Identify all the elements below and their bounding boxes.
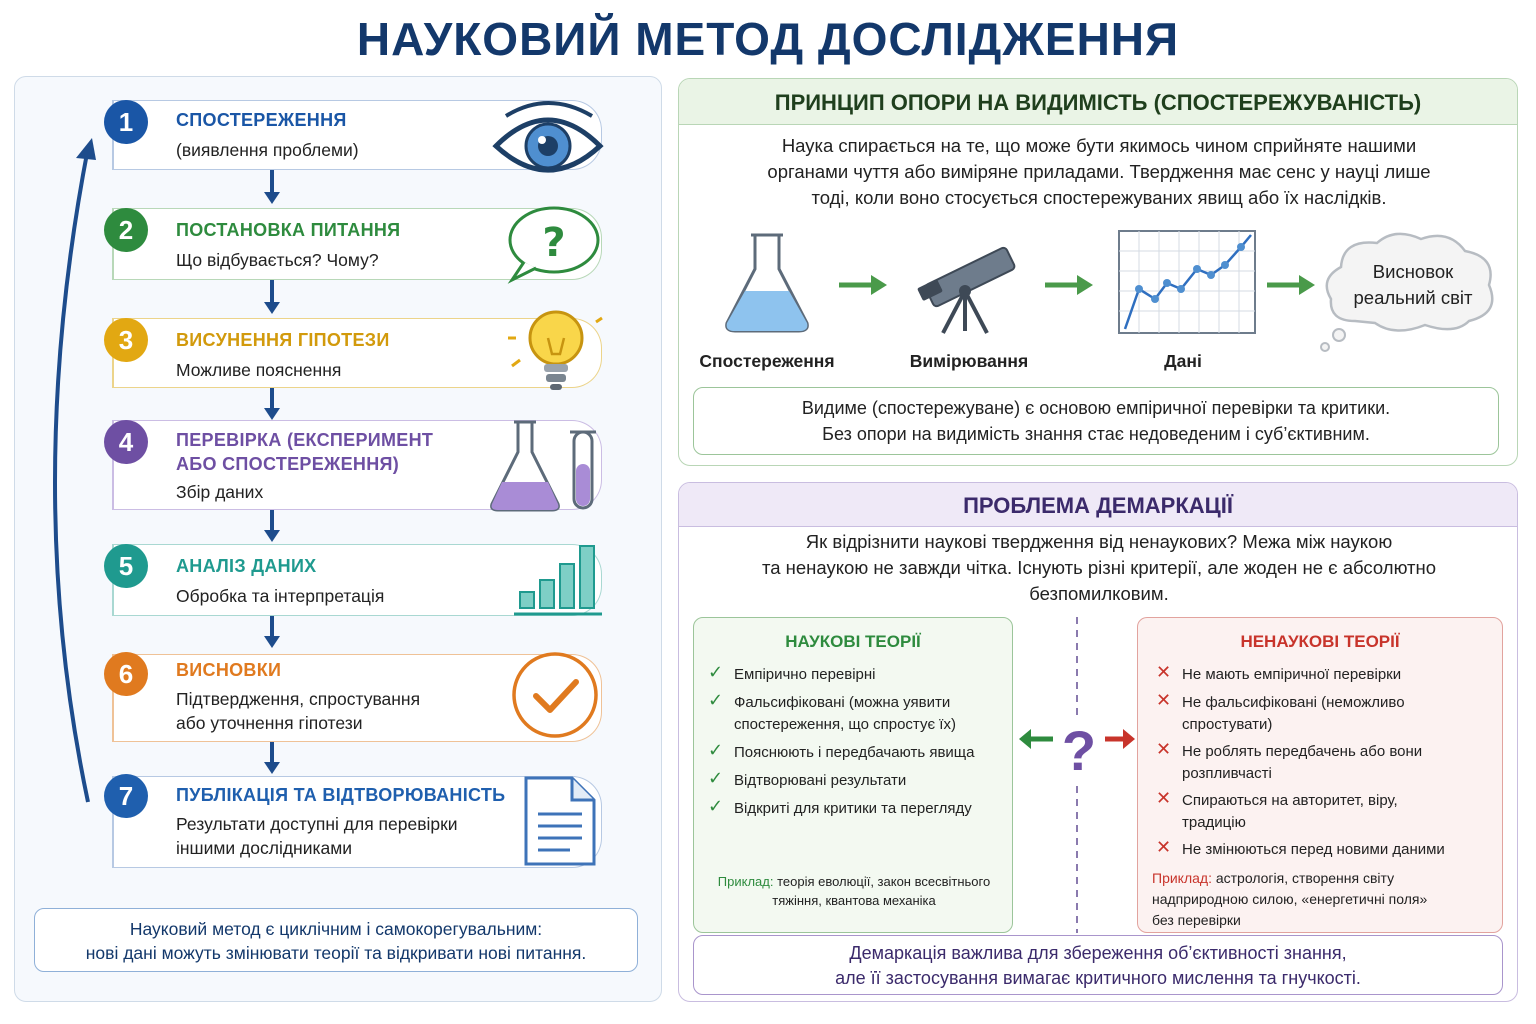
- data-graph-icon: [1115, 229, 1259, 337]
- eye-icon: [492, 98, 604, 180]
- down-arrow-icon: [262, 510, 282, 544]
- step-7-number: 7: [104, 774, 148, 818]
- cycle-arrow-icon: [40, 130, 110, 820]
- scientific-example-label: Приклад:: [717, 874, 774, 889]
- step-1-subtitle: (виявлення проблеми): [176, 140, 359, 160]
- nonscientific-item-3-line2: розпливчасті: [1182, 765, 1272, 782]
- question-bubble-icon: [504, 204, 604, 284]
- cross-icon: ✕: [1156, 690, 1172, 710]
- nonscientific-example: [1152, 868, 1492, 931]
- scientific-item-5: Відкриті для критики та перегляду: [734, 800, 972, 817]
- step-7-subtitle: Результати доступні для перевірки: [176, 814, 458, 834]
- down-arrow-icon: [262, 742, 282, 776]
- cross-icon: ✕: [1156, 788, 1172, 808]
- cloud-line1: Висновок: [1372, 261, 1454, 282]
- scientific-item-4: Відтворювані результати: [734, 772, 907, 789]
- step-5-number: 5: [104, 544, 148, 588]
- step-4-number: 4: [104, 420, 148, 464]
- cross-icon: ✕: [1156, 739, 1172, 759]
- visibility-note-line2: Без опори на видимість знання стає недоведеним і суб’єктивним.: [822, 424, 1370, 444]
- step-3-subtitle: Можливе пояснення: [176, 360, 342, 380]
- step-6-number: 6: [104, 652, 148, 696]
- demarcation-text-line2: та ненаукою не завжди чітка. Існують різні критерії, але жоден не є абсолютно: [761, 557, 1437, 578]
- scientific-item-1: Емпірично перевірні: [734, 666, 876, 683]
- cloud-line2: реальний світ: [1353, 287, 1473, 308]
- question-mark-icon: ?: [1053, 719, 1105, 783]
- scientific-theories-title: НАУКОВІ ТЕОРІЇ: [785, 632, 921, 651]
- cycle-note-line2: нові дані можуть змінювати теорії та відкривати нові питання.: [85, 943, 587, 963]
- nonscientific-item-4-line1: Спираються на авторитет, віру,: [1182, 792, 1398, 809]
- nonscientific-item-5: Не змінюються перед новими даними: [1182, 841, 1445, 858]
- label-measurement: Вимірювання: [909, 351, 1029, 371]
- demarcation-text-line1: Як відрізнити наукові твердження від ненаукових? Межа між наукою: [805, 531, 1393, 552]
- step-5-title: АНАЛІЗ ДАНИХ: [176, 556, 317, 576]
- demarcation-note-line2: але її застосування вимагає критичного мислення та гнучкості.: [835, 968, 1361, 988]
- step-3-number: 3: [104, 318, 148, 362]
- step-6-subtitle-line2: або уточнення гіпотези: [176, 713, 363, 733]
- nonscientific-theories-box: [1137, 617, 1503, 933]
- visibility-description: [699, 133, 1499, 211]
- flask-icon: [723, 229, 811, 337]
- down-arrow-icon: [262, 280, 282, 316]
- step-1-number: 1: [104, 100, 148, 144]
- conclusion-cloud-text: [1335, 259, 1491, 311]
- scientific-example-line1: теорія еволюції, закон всесвітнього: [773, 874, 991, 889]
- step-2-number: 2: [104, 208, 148, 252]
- demarcation-title: ПРОБЛЕМА ДЕМАРКАЦІЇ: [679, 483, 1517, 527]
- step-7-subtitle-line2: іншими дослідниками: [176, 838, 353, 858]
- visibility-title: ПРИНЦИП ОПОРИ НА ВИДИМІСТЬ (СПОСТЕРЕЖУВАНІСТЬ): [679, 79, 1517, 125]
- scientific-item-2-line2: спостереження, що спростує їх): [734, 716, 956, 733]
- visibility-panel: [678, 78, 1518, 466]
- flask-test-tube-icon: [488, 418, 604, 512]
- nonscientific-item-2: [1182, 692, 1405, 736]
- demarcation-note: [693, 935, 1503, 995]
- label-observation: Спостереження: [699, 351, 835, 371]
- step-1-title: СПОСТЕРЕЖЕННЯ: [176, 110, 347, 130]
- right-arrow-icon: [1045, 273, 1095, 297]
- step-6-title: ВИСНОВКИ: [176, 660, 282, 680]
- down-arrow-icon: [262, 616, 282, 650]
- check-icon: ✓: [708, 796, 724, 816]
- nonscientific-item-2-line2: спростувати): [1182, 716, 1273, 733]
- step-5-subtitle: Обробка та інтерпретація: [176, 586, 385, 606]
- nonscientific-item-3: [1182, 741, 1422, 785]
- scientific-example: [704, 872, 1004, 910]
- down-arrow-icon: [262, 388, 282, 422]
- check-icon: ✓: [708, 740, 724, 760]
- down-arrow-icon: [262, 170, 282, 206]
- right-arrow-icon: [1267, 273, 1317, 297]
- demarcation-text-line3: безпомилковим.: [1029, 583, 1169, 604]
- nonscientific-theories-title: НЕНАУКОВІ ТЕОРІЇ: [1240, 632, 1400, 651]
- visibility-note-line1: Видиме (спостережуване) є основою емпіричної перевірки та критики.: [801, 398, 1391, 418]
- step-2-title: ПОСТАНОВКА ПИТАННЯ: [176, 220, 401, 240]
- step-2-subtitle: Що відбувається? Чому?: [176, 250, 379, 270]
- step-7-title: ПУБЛІКАЦІЯ ТА ВІДТВОРЮВАНІСТЬ: [176, 785, 506, 805]
- svg-text:?: ?: [542, 220, 566, 266]
- bar-chart-icon: [512, 542, 604, 618]
- telescope-icon: [915, 227, 1021, 337]
- demarcation-note-line1: Демаркація важлива для збереження об’єктивності знання,: [849, 943, 1347, 963]
- nonscientific-example-label: Приклад:: [1152, 870, 1212, 886]
- visibility-text-line2: органами чуття або виміряне приладами. Твердження має сенс у науці лише: [767, 161, 1431, 182]
- nonscientific-item-2-line1: Не фальсифіковані (неможливо: [1182, 694, 1405, 711]
- check-icon: ✓: [708, 662, 724, 682]
- demarcation-panel: [678, 482, 1518, 1002]
- check-icon: ✓: [708, 768, 724, 788]
- step-4-subtitle: Збір даних: [176, 482, 264, 502]
- right-arrow-icon: [839, 273, 889, 297]
- scientific-item-2-line1: Фальсифіковані (можна уявити: [734, 694, 951, 711]
- nonscientific-item-3-line1: Не роблять передбачень або вони: [1182, 743, 1423, 760]
- visibility-note: [693, 387, 1499, 455]
- step-3-title: ВИСУНЕННЯ ГІПОТЕЗИ: [176, 330, 390, 350]
- nonscientific-example-line2: надприродною силою, «енергетичні поля»: [1152, 891, 1428, 907]
- nonscientific-item-4: [1182, 790, 1398, 834]
- cycle-note-line1: Науковий метод є циклічним і самокорегувальним:: [129, 919, 543, 939]
- step-4-title-line2: АБО СПОСТЕРЕЖЕННЯ): [176, 454, 400, 474]
- step-4-title: ПЕРЕВІРКА (ЕКСПЕРИМЕНТ: [176, 430, 434, 450]
- visibility-text-line1: Наука спирається на те, що може бути якимось чином сприйняте нашими: [781, 135, 1417, 156]
- nonscientific-example-line3: без перевірки: [1152, 912, 1241, 928]
- cycle-note: [34, 908, 638, 972]
- scientific-item-3: Пояснюють і передбачають явища: [734, 744, 975, 761]
- cross-icon: ✕: [1156, 662, 1172, 682]
- page-title: НАУКОВИЙ МЕТОД ДОСЛІДЖЕННЯ: [356, 13, 1180, 65]
- label-data: Дані: [1164, 351, 1202, 371]
- scientific-item-2: [734, 692, 956, 736]
- nonscientific-item-1: Не мають емпіричної перевірки: [1182, 666, 1402, 683]
- light-bulb-icon: [508, 302, 604, 400]
- scientific-example-line2: тяжіння, квантова механіка: [772, 893, 936, 908]
- demarcation-description: [699, 529, 1499, 607]
- checkmark-circle-icon: [510, 650, 600, 740]
- check-icon: ✓: [708, 690, 724, 710]
- cross-icon: ✕: [1156, 837, 1172, 857]
- document-icon: [522, 774, 598, 868]
- nonscientific-item-4-line2: традицію: [1182, 814, 1246, 831]
- scientific-theories-box: [693, 617, 1013, 933]
- visibility-text-line3: тоді, коли воно стосується спостережуваних явищ або їх наслідків.: [811, 187, 1387, 208]
- step-6-subtitle: Підтвердження, спростування: [176, 689, 421, 709]
- nonscientific-example-line1: астрологія, створення світу: [1211, 870, 1395, 886]
